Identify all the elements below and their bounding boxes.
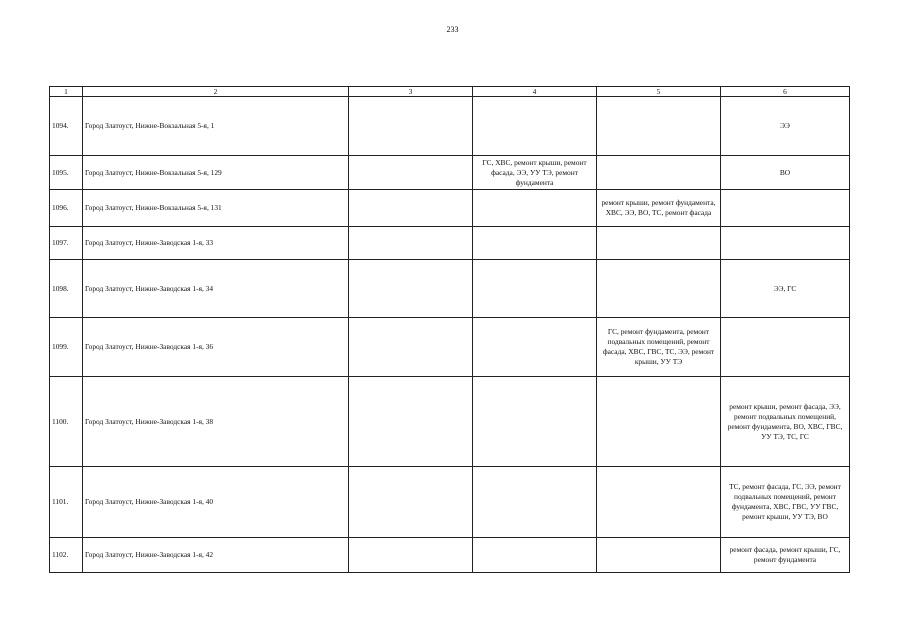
works-col-6: ЭЭ, ГС [721, 260, 850, 318]
works-col-4 [473, 467, 597, 538]
row-number: 1101. [50, 467, 83, 538]
works-col-6 [721, 190, 850, 227]
table-row [50, 538, 850, 573]
row-number: 1096. [50, 190, 83, 227]
works-col-4 [473, 227, 597, 260]
works-col-3 [349, 260, 473, 318]
works-col-6: ВО [721, 156, 850, 190]
works-col-5 [597, 260, 721, 318]
works-col-5: ремонт крыши, ремонт фундамента, ХВС, ЭЭ, ВО, ТС, ремонт фасада [597, 190, 721, 227]
works-col-6 [721, 318, 850, 377]
works-col-5: ГС, ремонт фундамента, ремонт подвальных помещений, ремонт фасада, ХВС, ГВС, ТС, ЭЭ, ремонт крыши, УУ ТЭ [597, 318, 721, 377]
work-schedule-table [49, 86, 850, 573]
building-address: Город Златоуст, Нижне-Вокзальная 5-я, 129 [83, 156, 349, 190]
works-col-6: ЭЭ [721, 97, 850, 156]
table-row [50, 260, 850, 318]
works-col-4 [473, 377, 597, 467]
works-col-3 [349, 318, 473, 377]
works-col-4 [473, 260, 597, 318]
works-col-6: ТС, ремонт фасада, ГС, ЭЭ, ремонт подвальных помещений, ремонт фундамента, ХВС, ГВС, УУ ГВС, ремонт крыши, УУ ТЭ, ВО [721, 467, 850, 538]
works-col-3 [349, 227, 473, 260]
column-header-4: 4 [473, 87, 597, 97]
works-col-6: ремонт крыши, ремонт фасада, ЭЭ, ремонт подвальных помещений, ремонт фундамента, ВО, ХВС, ГВС, УУ ТЭ, ТС, ГС [721, 377, 850, 467]
works-col-3 [349, 97, 473, 156]
works-col-4 [473, 97, 597, 156]
works-col-3 [349, 467, 473, 538]
table-row [50, 227, 850, 260]
building-address: Город Златоуст, Нижне-Заводская 1-я, 40 [83, 467, 349, 538]
building-address: Город Златоуст, Нижне-Вокзальная 5-я, 131 [83, 190, 349, 227]
row-number: 1099. [50, 318, 83, 377]
building-address: Город Златоуст, Нижне-Заводская 1-я, 33 [83, 227, 349, 260]
works-col-4 [473, 538, 597, 573]
table-row [50, 467, 850, 538]
column-header-1: 1 [50, 87, 83, 97]
building-address: Город Златоуст, Нижне-Заводская 1-я, 36 [83, 318, 349, 377]
works-col-3 [349, 156, 473, 190]
building-address: Город Златоуст, Нижне-Заводская 1-я, 38 [83, 377, 349, 467]
row-number: 1100. [50, 377, 83, 467]
building-address: Город Златоуст, Нижне-Заводская 1-я, 34 [83, 260, 349, 318]
works-col-4 [473, 190, 597, 227]
row-number: 1102. [50, 538, 83, 573]
works-col-3 [349, 538, 473, 573]
row-number: 1097. [50, 227, 83, 260]
works-col-3 [349, 377, 473, 467]
works-col-4 [473, 318, 597, 377]
column-header-6: 6 [721, 87, 850, 97]
table-row [50, 97, 850, 156]
works-col-5 [597, 97, 721, 156]
column-header-2: 2 [83, 87, 349, 97]
works-col-6: ремонт фасада, ремонт крыши, ГС, ремонт фундамента [721, 538, 850, 573]
works-col-5 [597, 538, 721, 573]
works-col-4: ГС, ХВС, ремонт крыши, ремонт фасада, ЭЭ, УУ ТЭ, ремонт фундамента [473, 156, 597, 190]
works-col-5 [597, 377, 721, 467]
works-col-6 [721, 227, 850, 260]
building-address: Город Златоуст, Нижне-Вокзальная 5-я, 1 [83, 97, 349, 156]
table-row [50, 190, 850, 227]
works-col-3 [349, 190, 473, 227]
works-col-5 [597, 156, 721, 190]
page-number: 233 [446, 25, 459, 34]
row-number: 1094. [50, 97, 83, 156]
table-row [50, 318, 850, 377]
table-row [50, 377, 850, 467]
works-col-5 [597, 227, 721, 260]
works-col-5 [597, 467, 721, 538]
column-header-5: 5 [597, 87, 721, 97]
column-number-row [50, 87, 850, 97]
table-row [50, 156, 850, 190]
column-header-3: 3 [349, 87, 473, 97]
row-number: 1098. [50, 260, 83, 318]
building-address: Город Златоуст, Нижне-Заводская 1-я, 42 [83, 538, 349, 573]
row-number: 1095. [50, 156, 83, 190]
